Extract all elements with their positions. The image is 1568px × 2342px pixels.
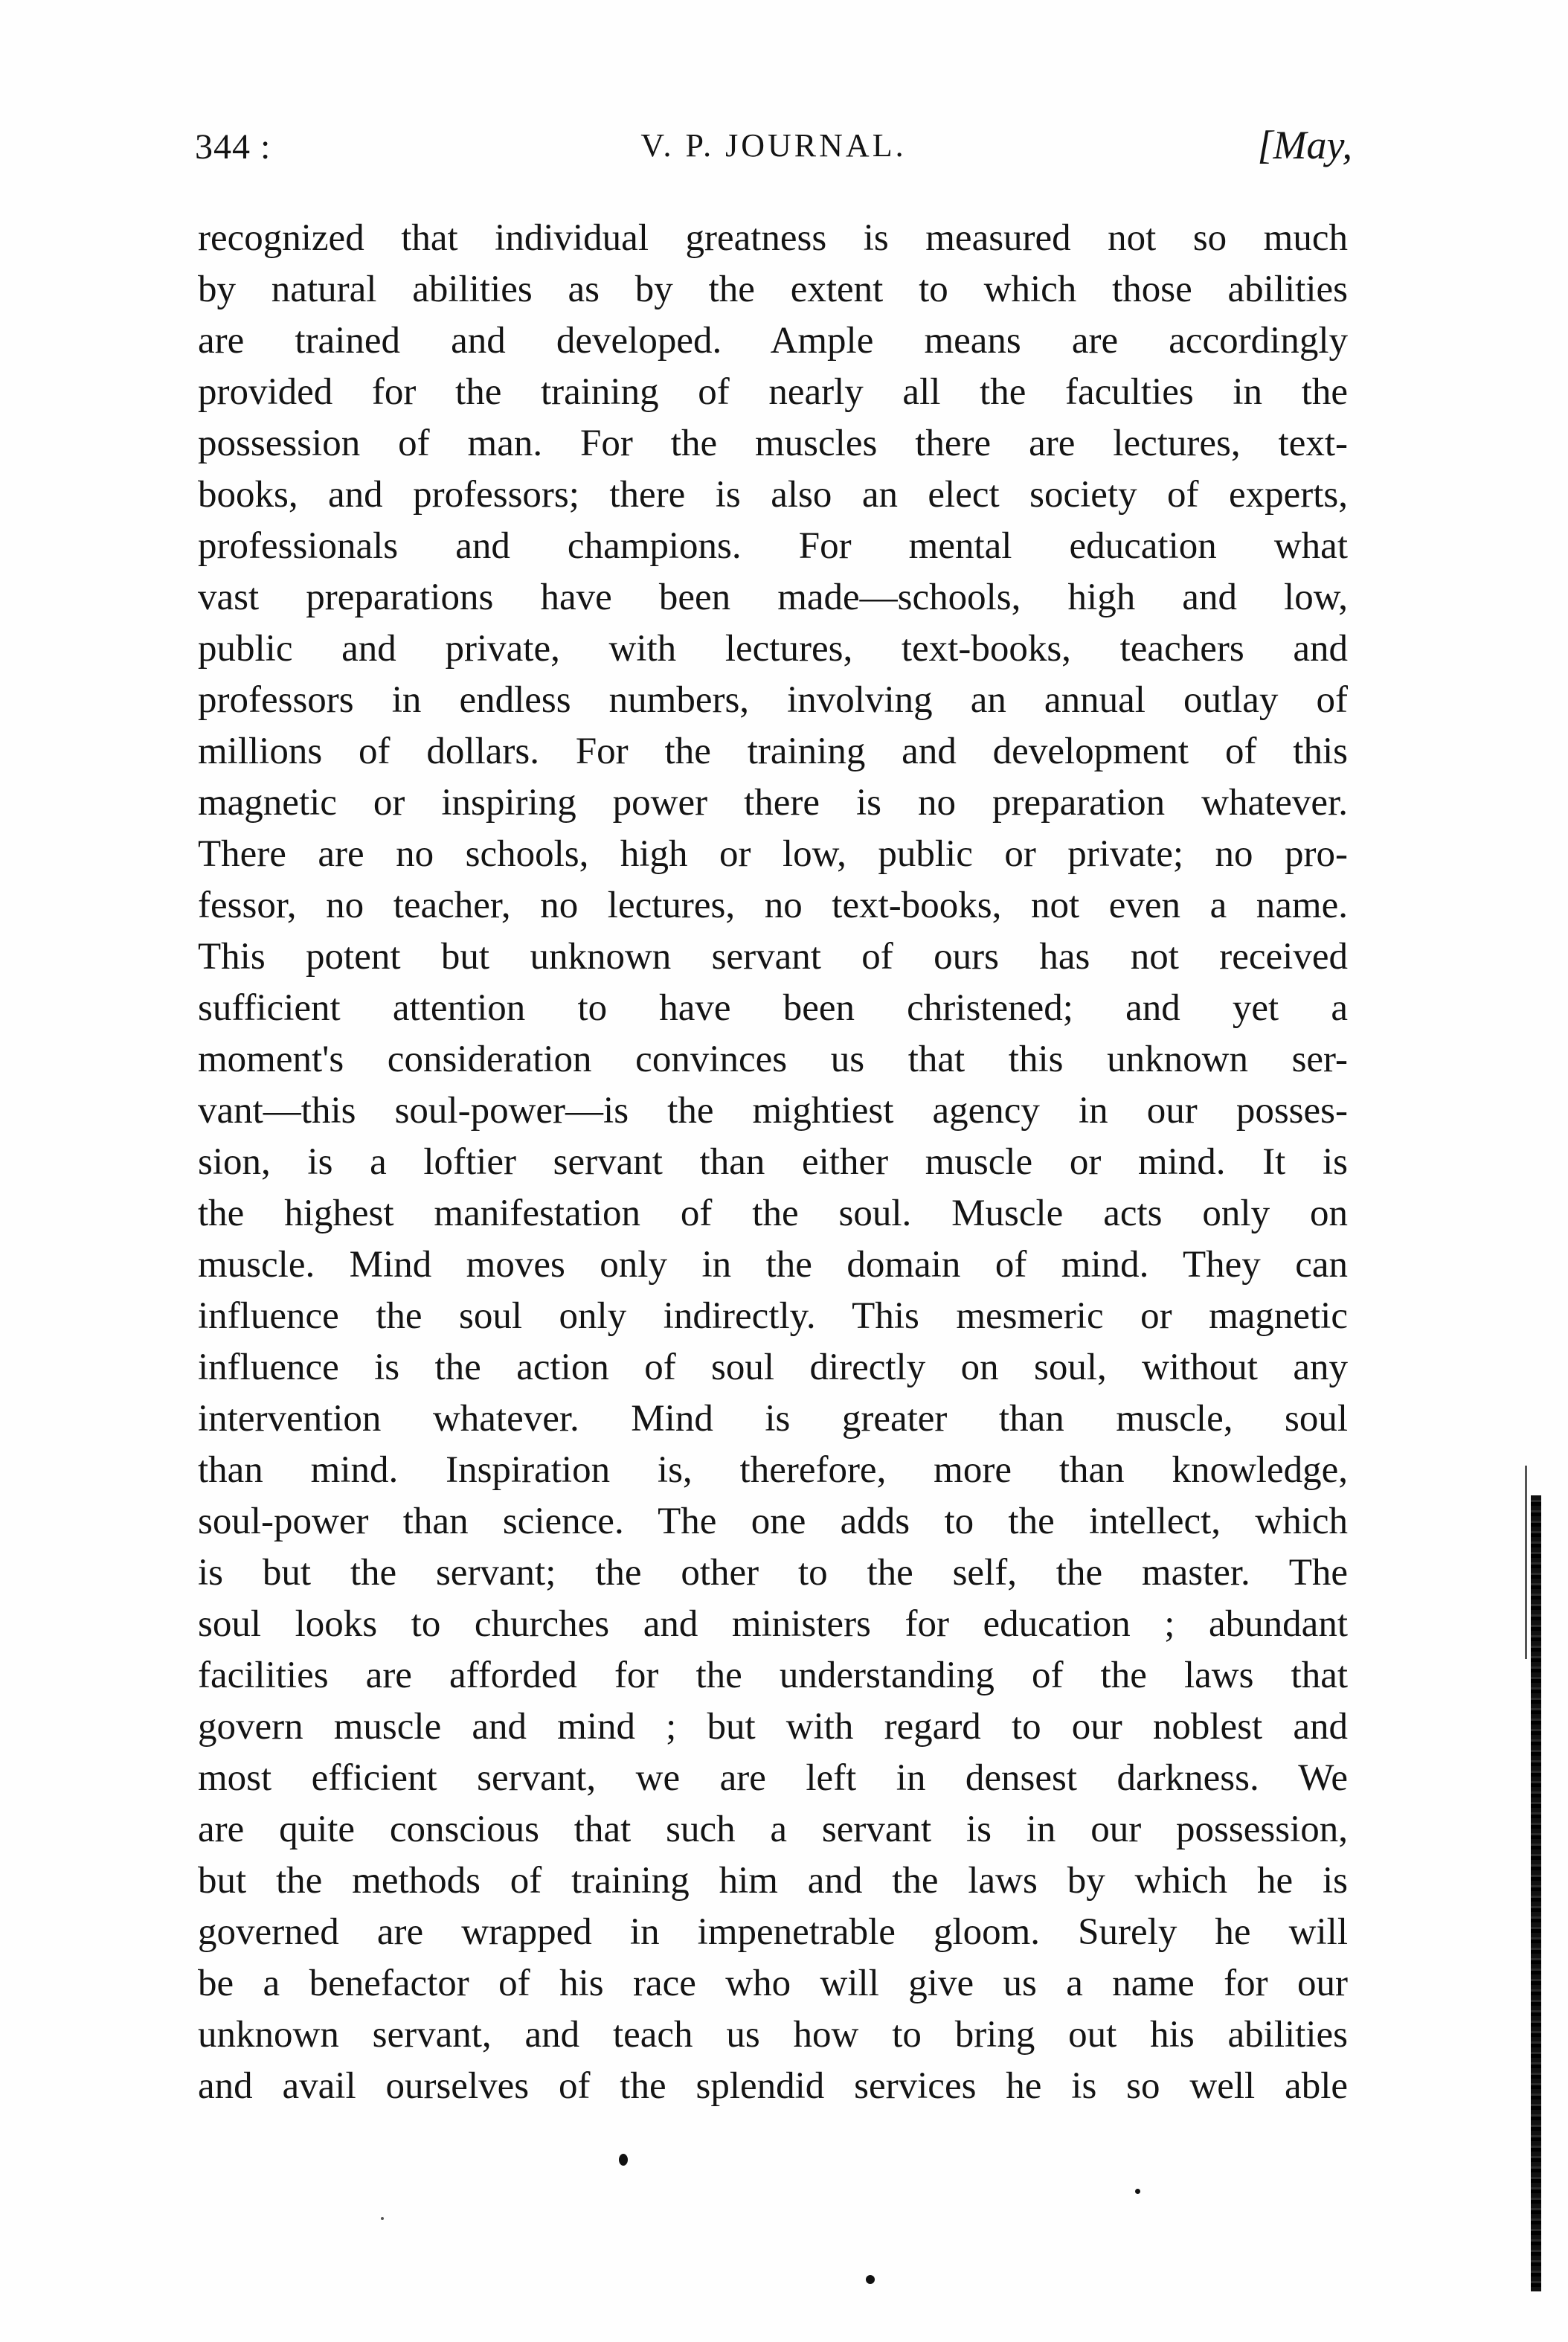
text-line: moment's consideration convinces us that this unknown ser- (198, 1039, 1348, 1080)
text-line: than mind. Inspiration is, therefore, more than knowledge, (198, 1449, 1348, 1491)
text-line: by natural abilities as by the extent to which those abilities (198, 269, 1348, 310)
text-line: sufficient attention to have been christened; and yet a (198, 987, 1348, 1029)
text-line: professors in endless numbers, involving an annual outlay of (198, 679, 1348, 721)
text-line: soul-power than science. The one adds to the intellect, which (198, 1501, 1348, 1542)
text-line: unknown servant, and teach us how to bring out his abilities (198, 2014, 1348, 2056)
page-header (195, 119, 1352, 179)
text-line: possession of man. For the muscles there are lectures, text- (198, 423, 1348, 464)
scan-margin-line (1525, 1466, 1527, 1659)
text-line: public and private, with lectures, text-books, teachers and (198, 628, 1348, 670)
ink-speck (619, 2154, 628, 2166)
text-line: govern muscle and mind ; but with regard to our noblest and (198, 1706, 1348, 1748)
text-line: intervention whatever. Mind is greater than muscle, soul (198, 1398, 1348, 1440)
text-line: vant—this soul-power—is the mightiest agency in our posses- (198, 1090, 1348, 1132)
text-line: There are no schools, high or low, public or private; no pro- (198, 833, 1348, 875)
text-line: are trained and developed. Ample means are accordingly (198, 320, 1348, 362)
text-line: and avail ourselves of the splendid services he is so well able (198, 2065, 1348, 2107)
text-line: provided for the training of nearly all the faculties in the (198, 371, 1348, 413)
text-line: the highest manifestation of the soul. Muscle acts only on (198, 1193, 1348, 1234)
ink-speck (1135, 2189, 1140, 2194)
text-line: be a benefactor of his race who will give us a name for our (198, 1963, 1348, 2004)
text-line: influence is the action of soul directly on soul, without any (198, 1347, 1348, 1388)
running-title: V. P. JOURNAL. (640, 127, 907, 164)
text-line: magnetic or inspiring power there is no preparation whatever. (198, 782, 1348, 824)
text-line: but the methods of training him and the laws by which he is (198, 1860, 1348, 1902)
text-line: This potent but unknown servant of ours has not received (198, 936, 1348, 978)
scan-edge-artifact (1531, 1495, 1541, 2291)
text-line: recognized that individual greatness is measured not so much (198, 217, 1348, 259)
month-label: [May, (1257, 123, 1352, 167)
text-line: are quite conscious that such a servant is in our possession, (198, 1809, 1348, 1850)
text-line: soul looks to churches and ministers for education ; abundant (198, 1603, 1348, 1645)
text-line: books, and professors; there is also an elect society of experts, (198, 474, 1348, 516)
text-line: influence the soul only indirectly. This mesmeric or magnetic (198, 1295, 1348, 1337)
text-line: muscle. Mind moves only in the domain of mind. They can (198, 1244, 1348, 1286)
body-text (198, 213, 1348, 2112)
text-line: fessor, no teacher, no lectures, no text-books, not even a name. (198, 885, 1348, 926)
ink-speck (866, 2275, 875, 2284)
text-line: is but the servant; the other to the self, the master. The (198, 1552, 1348, 1594)
ink-speck (381, 2217, 384, 2220)
text-line: vast preparations have been made—schools, high and low, (198, 577, 1348, 618)
text-line: professionals and champions. For mental education what (198, 525, 1348, 567)
page-number: 344 : (195, 127, 271, 167)
text-line: most efficient servant, we are left in densest darkness. We (198, 1757, 1348, 1799)
text-line: millions of dollars. For the training and development of this (198, 731, 1348, 772)
text-line: governed are wrapped in impenetrable gloom. Surely he will (198, 1911, 1348, 1953)
text-line: sion, is a loftier servant than either muscle or mind. It is (198, 1141, 1348, 1183)
text-line: facilities are afforded for the understanding of the laws that (198, 1655, 1348, 1696)
